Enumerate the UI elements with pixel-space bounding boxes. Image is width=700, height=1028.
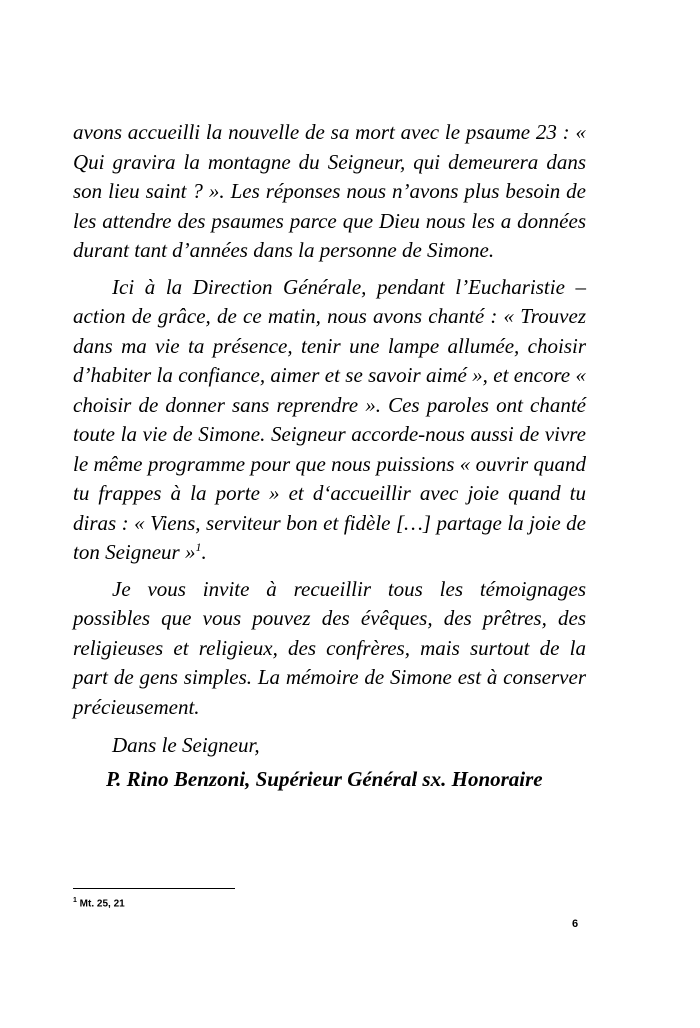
body-text [73,118,586,794]
footnote-divider [73,888,235,889]
footnote-reference: 1 [195,540,202,554]
paragraph-1: avons accueilli la nouvelle de sa mort avec le psaume 23 : « Qui gravira la montagne du Seigneur, qui demeurera dans son lieu saint ? ». Les réponses nous n’avons plus besoin de les attendre des psaumes parce que Dieu nous les a données durant tant d’années dans la personne de Simone. [73,120,586,262]
paragraph-3: Je vous invite à recueillir tous les témoignages possibles que vous pouvez des évêques, des prêtres, des religieuses et religieux, des confrères, mais surtout de la part de gens simples. La mémoire de Simone est à conserver précieusement. [73,576,586,719]
paragraph-2 [73,273,586,568]
paragraph-2-end: . [201,540,207,564]
footnote [73,897,125,909]
footnote-number: 1 [73,897,77,904]
closing-line: Dans le Seigneur, [112,733,260,757]
footnote-text: Mt. 25, 21 [76,898,125,910]
page-number: 6 [572,918,579,930]
paragraph-2-text: Ici à la Direction Générale, pendant l’Eucharistie – action de grâce, de ce matin, nous avons chanté : « Trouvez dans ma vie ta présence, tenir une lampe allumée, choisir d’habiter la confiance, aimer et se savoir aimé », et encore « choisir de donner sans reprendre ». Ces paroles ont chanté toute la vie de Simone. Seigneur accorde-nous aussi de vivre le même programme pour que nous puissions « ouvrir quand tu frappes à la porte » et d‘accueillir avec joie quand tu diras : « Viens, serviteur bon et fidèle […] partage la joie de ton Seigneur » [73,274,586,564]
signature: P. Rino Benzoni, Supérieur Général sx. Honoraire [106,766,543,791]
